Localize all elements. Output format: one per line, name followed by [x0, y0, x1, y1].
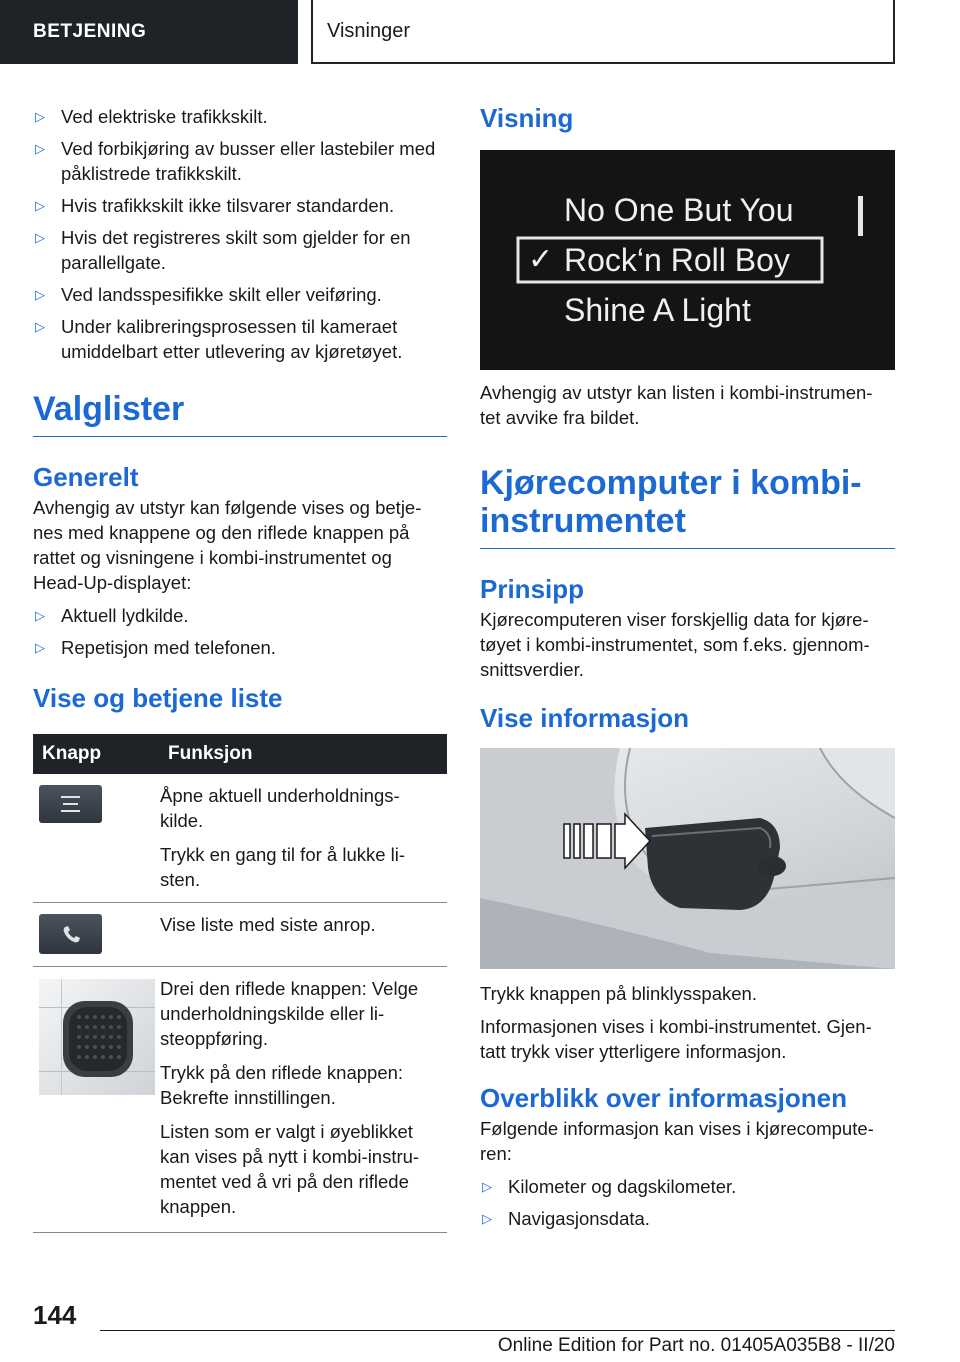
heading-visning: Visning [480, 103, 574, 133]
list-item: ▷ Ved landsspesifikke skilt eller veiføring. [35, 284, 382, 305]
heading-vise-informasjon: Vise informasjon [480, 703, 690, 733]
bullet-list-top [33, 104, 447, 364]
list-item: ▷ Repetisjon med telefonen. [35, 637, 276, 658]
button-function-table [33, 734, 447, 1233]
section-tab [0, 0, 298, 64]
triangle-bullet-icon: ▷ [482, 1179, 492, 1194]
generelt-text: Avhengig av utstyr kan følgende vises og betje- nes med knappene og den riflede knappen på rattet og visningene i kombi-instrumentet og Head-Up-displayet: [33, 497, 422, 593]
heading-overblikk: Overblikk over informasjonen [480, 1083, 848, 1113]
column-header-funksjon: Funksjon [159, 734, 447, 774]
footer-divider [100, 1330, 895, 1331]
left-column [33, 100, 447, 1233]
table-header-row [33, 734, 447, 774]
table-cell-text: Trykk på den riflede knappen: Bekrefte innstillingen. [160, 1062, 404, 1108]
triangle-bullet-icon: ▷ [35, 640, 45, 655]
triangle-bullet-icon: ▷ [482, 1211, 492, 1226]
list-item: ▷ Ved elektriske trafikkskilt. [35, 106, 268, 127]
overblikk-text: Følgende informasjon kan vises i kjørecompute- ren: [480, 1118, 874, 1164]
triangle-bullet-icon: ▷ [35, 230, 45, 245]
table-cell-text: Drei den riflede knappen: Velge underholdningskilde eller li- steoppføring. [160, 978, 419, 1049]
triangle-bullet-icon: ▷ [35, 287, 45, 302]
list-item: ▷ Aktuell lydkilde. [35, 605, 189, 626]
list-item: ▷ Under kalibreringsprosessen til kameraet umiddelbart etter utlevering av kjøretøyet. [35, 316, 403, 362]
table-cell-text: Åpne aktuell underholdnings- kilde. [160, 785, 400, 831]
display-screenshot [480, 150, 895, 370]
table-cell-text: Trykk en gang til for å lukke li- sten. [160, 844, 406, 890]
page-number: 144 [33, 1300, 77, 1330]
list-item: ▷ Kilometer og dagskilometer. [482, 1176, 737, 1197]
display-check-icon: ✓ [528, 243, 554, 276]
table-row [33, 774, 447, 903]
display-item-selected: Rock‘n Roll Boy [564, 242, 790, 278]
triangle-bullet-icon: ▷ [35, 141, 45, 156]
triangle-bullet-icon: ▷ [35, 608, 45, 623]
image-caption: Avhengig av utstyr kan listen i kombi-instrumen- tet avvike fra bildet. [480, 382, 873, 428]
info-step-2: Informasjonen vises i kombi-instrumentet. Gjen- tatt trykk viser ytterligere informasjon. [480, 1016, 872, 1062]
display-item: No One But You [564, 192, 794, 228]
section-title: BETJENING [33, 21, 147, 42]
bullet-list-overblikk [480, 1174, 895, 1231]
list-item: ▷ Navigasjonsdata. [482, 1208, 650, 1229]
triangle-bullet-icon: ▷ [35, 109, 45, 124]
column-header-knapp: Knapp [33, 734, 159, 774]
heading-prinsipp: Prinsipp [480, 574, 585, 604]
heading-valglister: Valglister [33, 390, 447, 437]
prinsipp-text: Kjørecomputeren viser forskjellig data for kjøre- tøyet i kombi-instrumentet, som f.eks. gjennom- snittsverdier. [480, 609, 870, 680]
table-row [33, 903, 447, 967]
table-row [33, 967, 447, 1233]
list-item: ▷ Hvis det registreres skilt som gjelder for en parallellgate. [35, 227, 411, 273]
turn-signal-lever-illustration [480, 748, 895, 969]
heading-kjorecomputer: Kjørecomputer i kombi- instrumentet [480, 464, 895, 549]
info-step-1: Trykk knappen på blinklysspaken. [480, 983, 757, 1004]
knurled-knob-icon [39, 979, 155, 1095]
phone-icon [39, 914, 102, 954]
table-cell-text: Vise liste med siste anrop. [160, 914, 376, 935]
right-column [480, 100, 895, 1238]
list-icon [39, 785, 102, 823]
display-item: Shine A Light [564, 292, 751, 328]
list-item: ▷ Ved forbikjøring av busser eller lastebiler med påklistrede trafikkskilt. [35, 138, 436, 184]
chapter-title: Visninger [327, 19, 411, 42]
table-cell-text: Listen som er valgt i øyeblikket kan vises på nytt i kombi-instru- mentet ved å vri på den riflede knappen. [160, 1121, 420, 1217]
heading-vise-og-betjene: Vise og betjene liste [33, 683, 283, 713]
list-item: ▷ Hvis trafikkskilt ikke tilsvarer standarden. [35, 195, 395, 216]
bullet-list-generelt [33, 603, 447, 660]
heading-generelt: Generelt [33, 462, 139, 492]
chapter-header [311, 0, 895, 64]
triangle-bullet-icon: ▷ [35, 198, 45, 213]
edition-footer: Online Edition for Part no. 01405A035B8 - II/20 [497, 1335, 895, 1356]
triangle-bullet-icon: ▷ [35, 319, 45, 334]
